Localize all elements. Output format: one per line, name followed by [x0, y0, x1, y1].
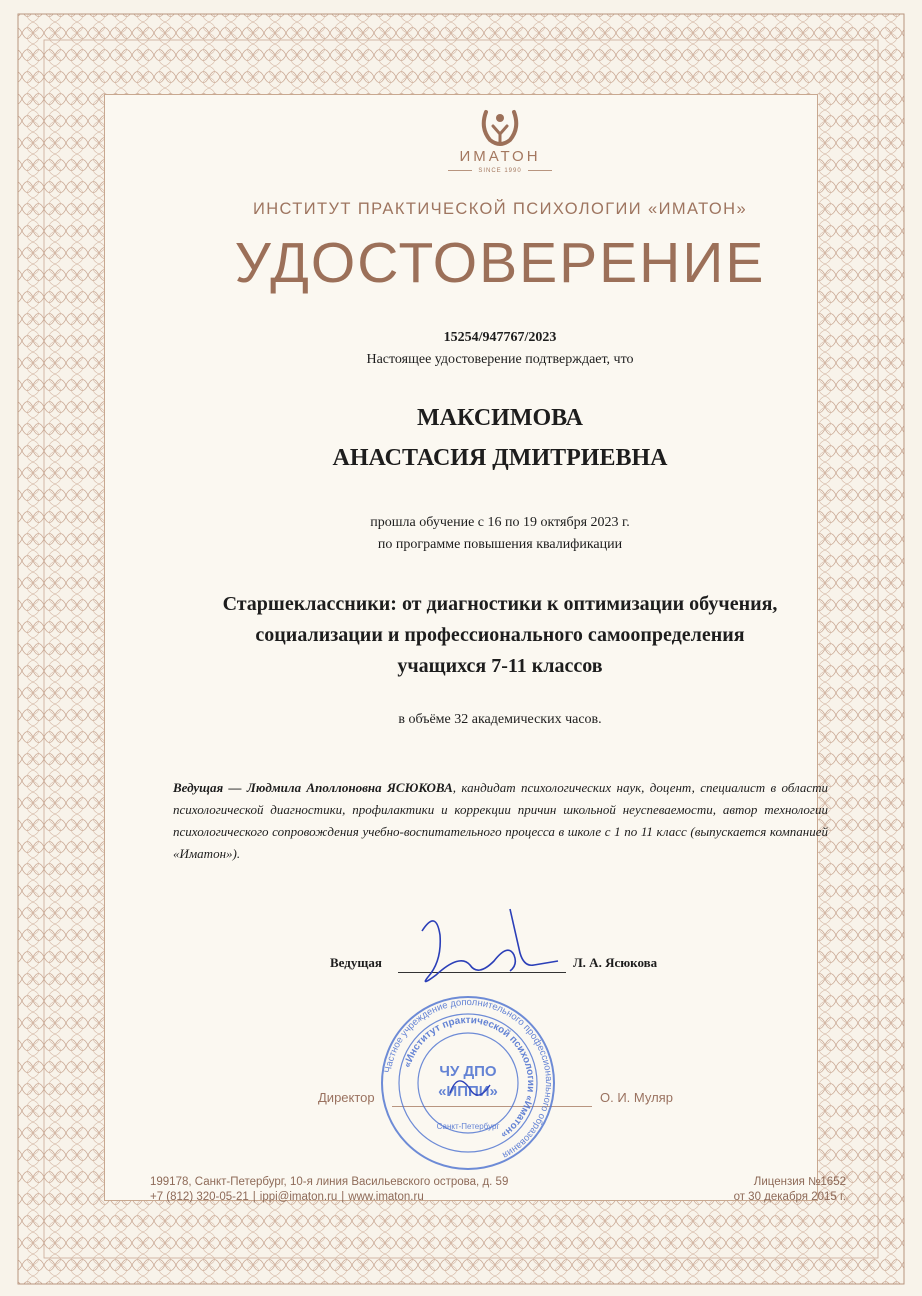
footer-website[interactable]: www.imaton.ru — [348, 1191, 424, 1203]
footer-separator: | — [341, 1191, 345, 1203]
certificate-number: 15254/947767/2023 — [443, 330, 557, 345]
stamp-outer-text: Частное учреждение дополнительного профессионального образования — [382, 996, 555, 1161]
program-label: по программе повышения квалификации — [377, 537, 623, 552]
director-name: О. И. Муляр — [600, 1090, 673, 1105]
studied-text: прошла обучение с 16 по 19 октября 2023 г. — [370, 515, 630, 530]
course-title-line: социализации и профессионального самоопределения — [255, 624, 745, 646]
hours-text: в объёме 32 академических часов. — [398, 712, 602, 727]
footer-phone: +7 (812) 320-05-21 — [150, 1191, 249, 1203]
confirm-text: Настоящее удостоверение подтверждает, что — [366, 352, 634, 367]
footer-email[interactable]: ippi@imaton.ru — [259, 1191, 338, 1203]
footer-contact-line — [150, 1190, 580, 1205]
logo-wordmark: ИМАТОН — [459, 148, 541, 165]
signature-name: Л. А. Ясюкова — [573, 955, 658, 970]
stamp-inner-text: «Институт практической психологии «Иматон» — [402, 1014, 537, 1141]
director-role: Директор — [318, 1090, 375, 1105]
lecturer-label: Ведущая — Людмила Аполлоновна ЯСЮКОВА — [173, 780, 453, 795]
recipient-first-names: АНАСТАСИЯ ДМИТРИЕВНА — [332, 445, 668, 471]
license-date: от 30 декабря 2015 г. — [733, 1191, 846, 1203]
course-title — [120, 589, 880, 682]
license-number: Лицензия №1652 — [753, 1176, 846, 1188]
logo-since: SINCE 1990 — [400, 168, 600, 174]
course-title-line: Старшеклассники: от диагностики к оптимизации обучения, — [222, 593, 778, 615]
lecturer-description: , кандидат психологических наук, доцент, специалист в области психологической диагностики, профилактики и коррекции причин школьной неуспеваемости, автор технологии психологического сопровождения учебно-воспитательного процесса в школе с 1 по 11 класс (выпускается компанией «Иматон»). — [173, 780, 828, 861]
footer-separator: | — [252, 1191, 256, 1203]
signature-role: Ведущая — [330, 955, 382, 970]
document-title: УДОСТОВЕРЕНИЕ — [234, 231, 766, 295]
stamp-center-top: ЧУ ДПО — [439, 1063, 497, 1080]
official-stamp — [378, 993, 558, 1173]
institute-name: ИНСТИТУТ ПРАКТИЧЕСКОЙ ПСИХОЛОГИИ «ИМАТОН» — [252, 200, 748, 218]
recipient-last-name: МАКСИМОВА — [417, 405, 583, 431]
footer-contacts — [150, 1175, 580, 1205]
lecturer-paragraph — [173, 777, 828, 865]
footer-address: 199178, Санкт-Петербург, 10-я линия Васильевского острова, д. 59 — [150, 1176, 509, 1188]
footer-license — [650, 1175, 846, 1205]
handwritten-signature — [408, 905, 578, 995]
course-title-line: учащихся 7-11 классов — [397, 655, 603, 677]
stamp-center-bottom: «ИППИ» — [438, 1083, 498, 1100]
stamp-city: Санкт-Петербург — [436, 1122, 500, 1131]
